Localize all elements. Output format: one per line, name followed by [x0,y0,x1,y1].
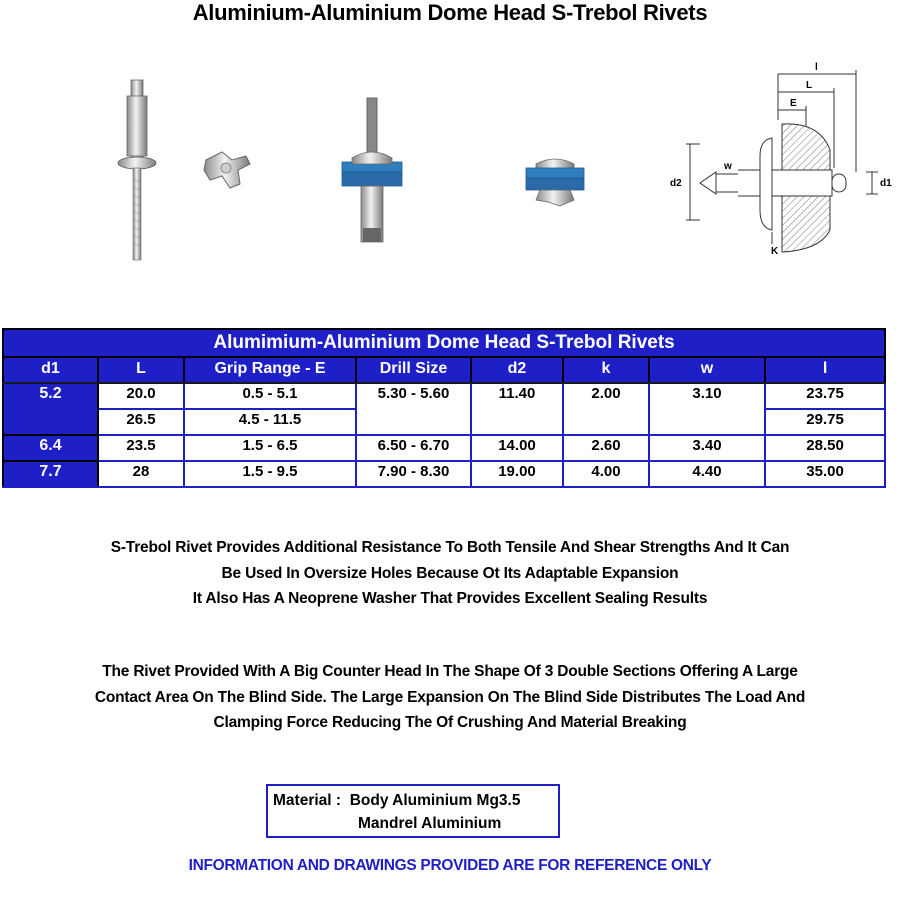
cell-k: 2.60 [563,435,649,461]
product-drawings [0,60,900,280]
table-row [3,383,885,409]
material-box [266,784,560,838]
header-L: L [98,357,184,383]
technical-drawing [686,70,878,252]
cell-d2: 14.00 [471,435,563,461]
cell-d1: 7.7 [3,461,98,487]
cell-d1: 5.2 [3,383,98,435]
text-line: It Also Has A Neoprene Washer That Provides Excellent Sealing Results [192,590,708,607]
cell-l: 23.75 [765,383,885,409]
cell-k: 2.00 [563,383,649,435]
dimension-label-L: L [806,80,813,91]
cell-d2: 11.40 [471,383,563,435]
dimension-label-E: E [790,98,797,109]
cell-w: 4.40 [649,461,765,487]
header-k: k [563,357,649,383]
cell-w: 3.40 [649,435,765,461]
cell-w: 3.10 [649,383,765,435]
cell-l: 29.75 [765,409,885,435]
description-paragraph-2 [0,659,900,736]
cell-grip-range: 1.5 - 9.5 [184,461,356,487]
header-d1: d1 [3,357,98,383]
dimension-label-K: K [771,246,779,257]
set-rivet-photo [526,159,584,206]
dimension-label-l: l [815,62,818,73]
page-title: Aluminium-Aluminium Dome Head S-Trebol Rivets [192,0,708,25]
cell-L: 28 [98,461,184,487]
text-line: Be Used In Oversize Holes Because Ot Its Adaptable Expansion [221,564,679,582]
table-row [3,461,885,487]
dimension-label-w: w [724,161,732,172]
header-d2: d2 [471,357,563,383]
text-line: Contact Area On The Blind Side. The Large Expansion On The Blind Side Distributes The Load And [94,688,806,706]
cell-L: 26.5 [98,409,184,435]
header-grip-range: Grip Range - E [184,357,356,383]
cell-grip-range: 4.5 - 11.5 [184,409,356,435]
spec-table [2,328,886,488]
dimension-label-d1: d1 [880,178,892,189]
table-row [3,435,885,461]
header-drill-size: Drill Size [356,357,471,383]
text-line: Clamping Force Reducing The Of Crushing And Material Breaking [213,714,687,731]
description-paragraph-1 [0,535,900,612]
disclaimer-footer: INFORMATION AND DRAWINGS PROVIDED ARE FOR REFERENCE ONLY [188,857,712,874]
cell-grip-range: 1.5 - 6.5 [184,435,356,461]
material-body: Body Aluminium Mg3.5 [349,792,521,809]
dimension-label-d2: d2 [670,178,682,189]
inserted-rivet-photo [342,98,402,242]
table-caption: Alumimium-Aluminium Dome Head S-Trebol Rivets [3,329,885,357]
cell-l: 35.00 [765,461,885,487]
cell-drill-size: 6.50 - 6.70 [356,435,471,461]
cell-L: 20.0 [98,383,184,409]
set-trebol-photo [204,152,250,188]
cell-d1: 6.4 [3,435,98,461]
text-line: The Rivet Provided With A Big Counter Head In The Shape Of 3 Double Sections Offering A Large [102,663,798,680]
material-mandrel: Mandrel Aluminium [358,815,502,832]
cell-L: 23.5 [98,435,184,461]
cell-k: 4.00 [563,461,649,487]
material-label: Material : [273,792,342,809]
header-w: w [649,357,765,383]
cell-d2: 19.00 [471,461,563,487]
cell-l: 28.50 [765,435,885,461]
rivet-photo [118,80,156,260]
cell-drill-size: 7.90 - 8.30 [356,461,471,487]
cell-drill-size: 5.30 - 5.60 [356,383,471,435]
header-l: l [765,357,885,383]
text-line: S-Trebol Rivet Provides Additional Resistance To Both Tensile And Shear Strengths And It Can [110,539,790,556]
cell-grip-range: 0.5 - 5.1 [184,383,356,409]
